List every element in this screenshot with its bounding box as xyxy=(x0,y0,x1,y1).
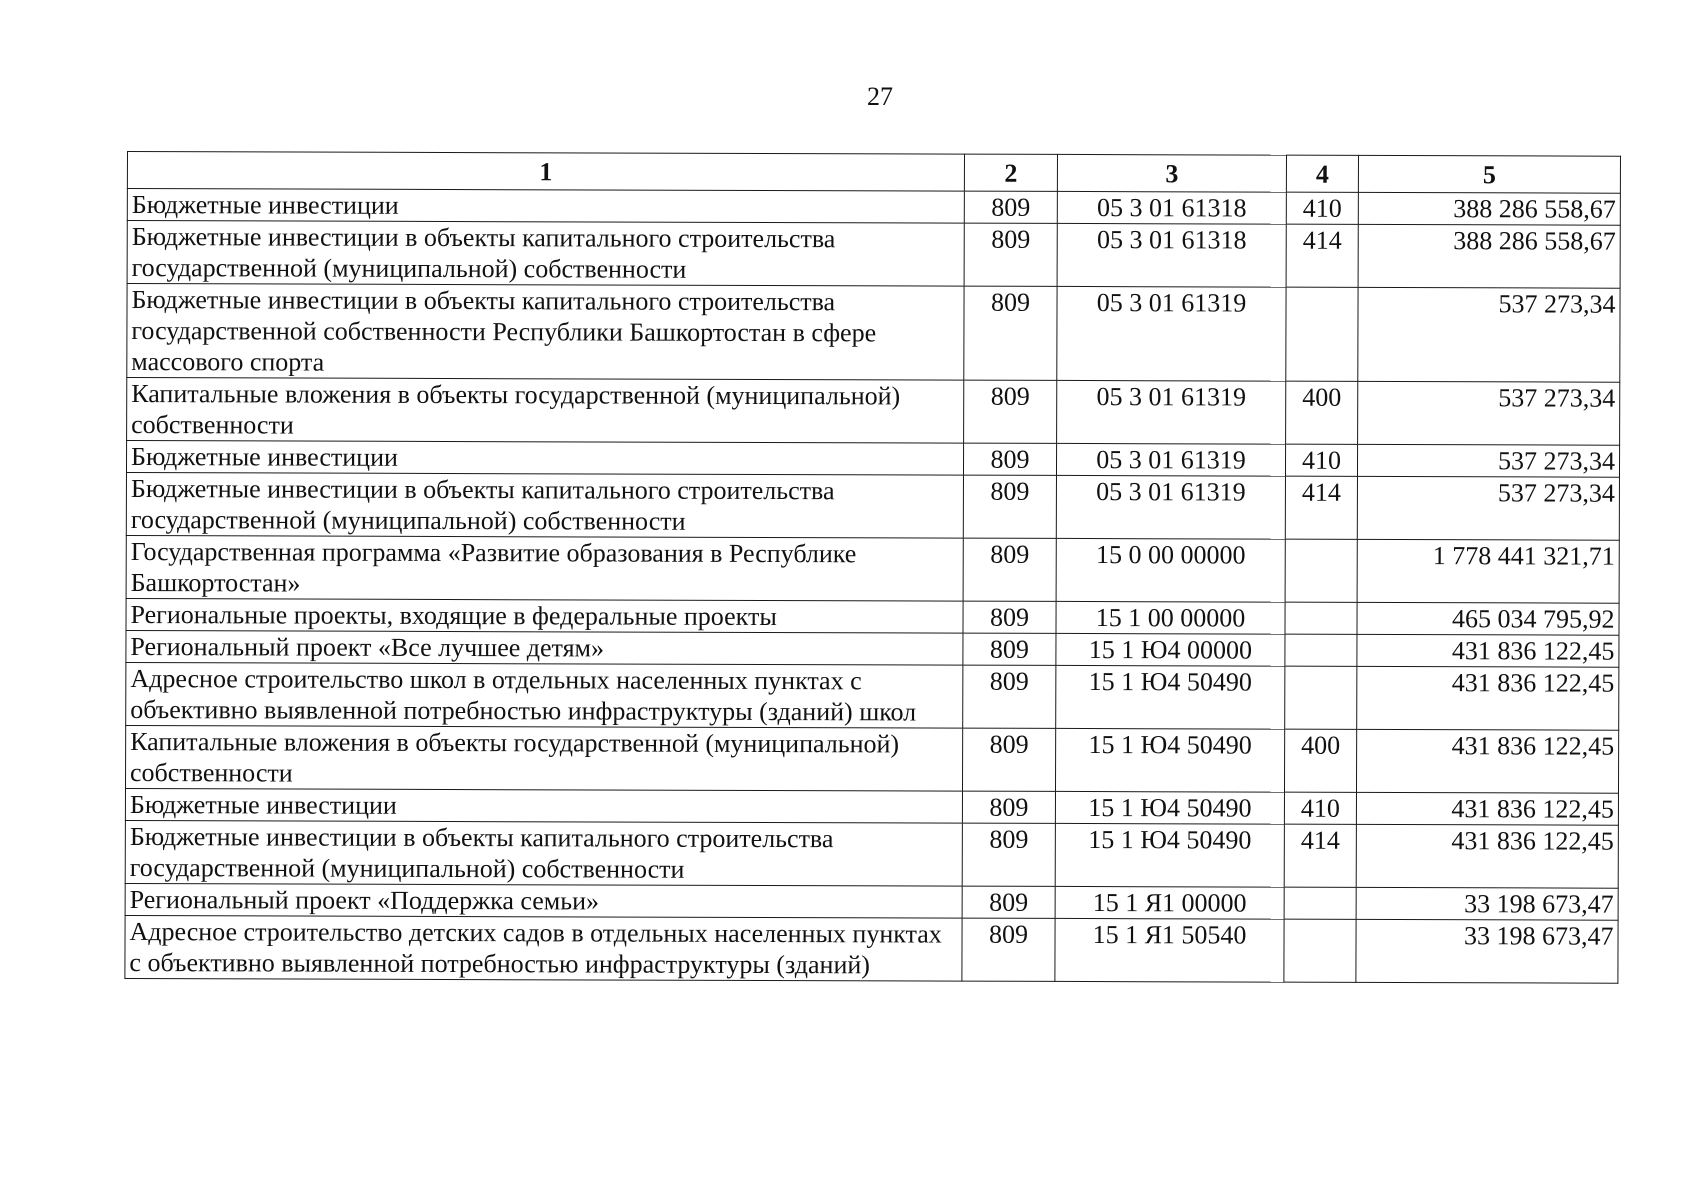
row-target-code-cell: 15 1 Я1 50540 xyxy=(1055,918,1284,982)
row-expense-type-cell xyxy=(1284,919,1356,982)
row-amount-cell: 431 836 122,45 xyxy=(1357,666,1619,730)
table-header-row xyxy=(127,152,1620,194)
table-row xyxy=(126,472,1619,540)
header-col-5: 5 xyxy=(1358,155,1620,193)
row-name-cell: Бюджетные инвестиции xyxy=(127,189,964,224)
table-row xyxy=(126,535,1619,603)
row-expense-type-cell xyxy=(1284,887,1356,919)
row-name-cell: Региональный проект «Поддержка семьи» xyxy=(125,883,962,918)
row-name-cell: Капитальные вложения в объекты государственной (муниципальной) собственности xyxy=(127,378,964,444)
header-col-4: 4 xyxy=(1286,155,1358,192)
table-row xyxy=(125,788,1618,825)
table-row xyxy=(125,725,1618,793)
row-ministry-code-cell: 809 xyxy=(964,380,1057,443)
row-ministry-code-cell: 809 xyxy=(962,918,1055,981)
row-expense-type-cell xyxy=(1285,666,1357,729)
header-col-2: 2 xyxy=(964,154,1057,191)
row-amount-cell: 388 286 558,67 xyxy=(1358,224,1620,288)
row-ministry-code-cell: 809 xyxy=(964,286,1057,380)
row-expense-type-cell: 400 xyxy=(1284,729,1356,792)
row-ministry-code-cell: 809 xyxy=(963,633,1056,665)
row-target-code-cell: 15 0 00 00000 xyxy=(1056,538,1285,602)
row-ministry-code-cell: 809 xyxy=(963,475,1056,538)
row-target-code-cell: 05 3 01 61319 xyxy=(1056,443,1285,476)
row-ministry-code-cell: 809 xyxy=(964,191,1057,223)
row-target-code-cell: 15 1 Я1 00000 xyxy=(1055,886,1284,919)
row-ministry-code-cell: 809 xyxy=(963,443,1056,475)
row-amount-cell: 33 198 673,47 xyxy=(1356,919,1618,983)
row-name-cell: Бюджетные инвестиции в объекты капитального строительства государственной (муниципальной) собственности xyxy=(127,221,964,287)
row-target-code-cell: 15 1 Ю4 50490 xyxy=(1056,665,1285,729)
row-amount-cell: 388 286 558,67 xyxy=(1358,192,1620,225)
row-ministry-code-cell: 809 xyxy=(963,601,1056,633)
row-ministry-code-cell: 809 xyxy=(964,223,1057,286)
row-ministry-code-cell: 809 xyxy=(962,886,1055,918)
row-name-cell: Бюджетные инвестиции в объекты капитального строительства государственной собственности Республики Башкортостан в сфере массового спорта xyxy=(127,284,964,381)
table-row xyxy=(125,820,1618,888)
row-target-code-cell: 05 3 01 61318 xyxy=(1057,191,1286,224)
row-amount-cell: 33 198 673,47 xyxy=(1356,887,1618,920)
table-row xyxy=(127,284,1620,383)
row-amount-cell: 537 273,34 xyxy=(1357,444,1619,477)
row-ministry-code-cell: 809 xyxy=(962,728,1055,791)
row-target-code-cell: 05 3 01 61318 xyxy=(1057,223,1286,287)
table-row xyxy=(126,441,1619,478)
row-name-cell: Региональный проект «Все лучшее детям» xyxy=(126,630,963,665)
table-row xyxy=(125,915,1618,983)
row-expense-type-cell: 410 xyxy=(1284,792,1356,824)
table-row xyxy=(126,598,1619,635)
row-target-code-cell: 05 3 01 61319 xyxy=(1057,380,1286,444)
row-amount-cell: 431 836 122,45 xyxy=(1356,824,1618,888)
row-name-cell: Бюджетные инвестиции в объекты капитального строительства государственной (муниципальной) собственности xyxy=(126,472,963,538)
row-name-cell: Адресное строительство школ в отдельных населенных пунктах с объективно выявленной потребностью инфраструктуры (зданий) школ xyxy=(126,662,963,728)
row-target-code-cell: 15 1 Ю4 50490 xyxy=(1055,823,1284,887)
row-ministry-code-cell: 809 xyxy=(962,823,1055,886)
row-target-code-cell: 05 3 01 61319 xyxy=(1056,475,1285,539)
budget-table xyxy=(124,151,1621,984)
row-ministry-code-cell: 809 xyxy=(962,791,1055,823)
row-amount-cell: 431 836 122,45 xyxy=(1356,792,1618,825)
row-target-code-cell: 15 1 Ю4 50490 xyxy=(1055,791,1284,824)
table-row xyxy=(126,630,1619,667)
row-amount-cell: 465 034 795,92 xyxy=(1357,602,1619,635)
row-expense-type-cell xyxy=(1285,602,1357,634)
header-col-1: 1 xyxy=(127,152,964,192)
row-amount-cell: 537 273,34 xyxy=(1358,287,1620,382)
row-target-code-cell: 15 1 Ю4 50490 xyxy=(1055,728,1284,792)
table-body xyxy=(125,189,1620,984)
row-amount-cell: 537 273,34 xyxy=(1357,476,1619,540)
row-name-cell: Бюджетные инвестиции xyxy=(125,788,962,823)
row-amount-cell: 431 836 122,45 xyxy=(1356,729,1618,793)
row-name-cell: Адресное строительство детских садов в отдельных населенных пунктах с объективно выявленной потребностью инфраструктуры (зданий) xyxy=(125,915,962,981)
row-expense-type-cell: 414 xyxy=(1285,476,1357,539)
table-row xyxy=(126,662,1619,730)
row-expense-type-cell: 400 xyxy=(1286,381,1358,444)
row-expense-type-cell: 410 xyxy=(1285,444,1357,476)
row-expense-type-cell: 414 xyxy=(1284,824,1356,887)
row-amount-cell: 1 778 441 321,71 xyxy=(1357,539,1619,603)
header-col-3: 3 xyxy=(1057,154,1286,192)
row-name-cell: Региональные проекты, входящие в федеральные проекты xyxy=(126,598,963,633)
row-name-cell: Капитальные вложения в объекты государственной (муниципальной) собственности xyxy=(125,725,962,791)
row-expense-type-cell xyxy=(1285,634,1357,666)
row-ministry-code-cell: 809 xyxy=(963,538,1056,601)
row-expense-type-cell: 410 xyxy=(1286,192,1358,224)
table-row xyxy=(127,189,1620,226)
table-row xyxy=(127,378,1620,446)
row-amount-cell: 431 836 122,45 xyxy=(1357,634,1619,667)
row-target-code-cell: 15 1 Ю4 00000 xyxy=(1056,633,1285,666)
table-row xyxy=(127,221,1620,289)
row-target-code-cell: 05 3 01 61319 xyxy=(1057,286,1286,381)
row-expense-type-cell xyxy=(1286,287,1358,381)
page-number: 27 xyxy=(867,82,893,111)
row-expense-type-cell: 414 xyxy=(1286,224,1358,287)
row-amount-cell: 537 273,34 xyxy=(1358,381,1620,445)
table-row xyxy=(125,883,1618,920)
row-ministry-code-cell: 809 xyxy=(963,665,1056,728)
row-name-cell: Бюджетные инвестиции в объекты капитального строительства государственной (муниципальной) собственности xyxy=(125,820,962,886)
row-name-cell: Государственная программа «Развитие образования в Республике Башкортостан» xyxy=(126,535,963,601)
row-target-code-cell: 15 1 00 00000 xyxy=(1056,601,1285,634)
row-name-cell: Бюджетные инвестиции xyxy=(126,441,963,476)
row-expense-type-cell xyxy=(1285,539,1357,602)
